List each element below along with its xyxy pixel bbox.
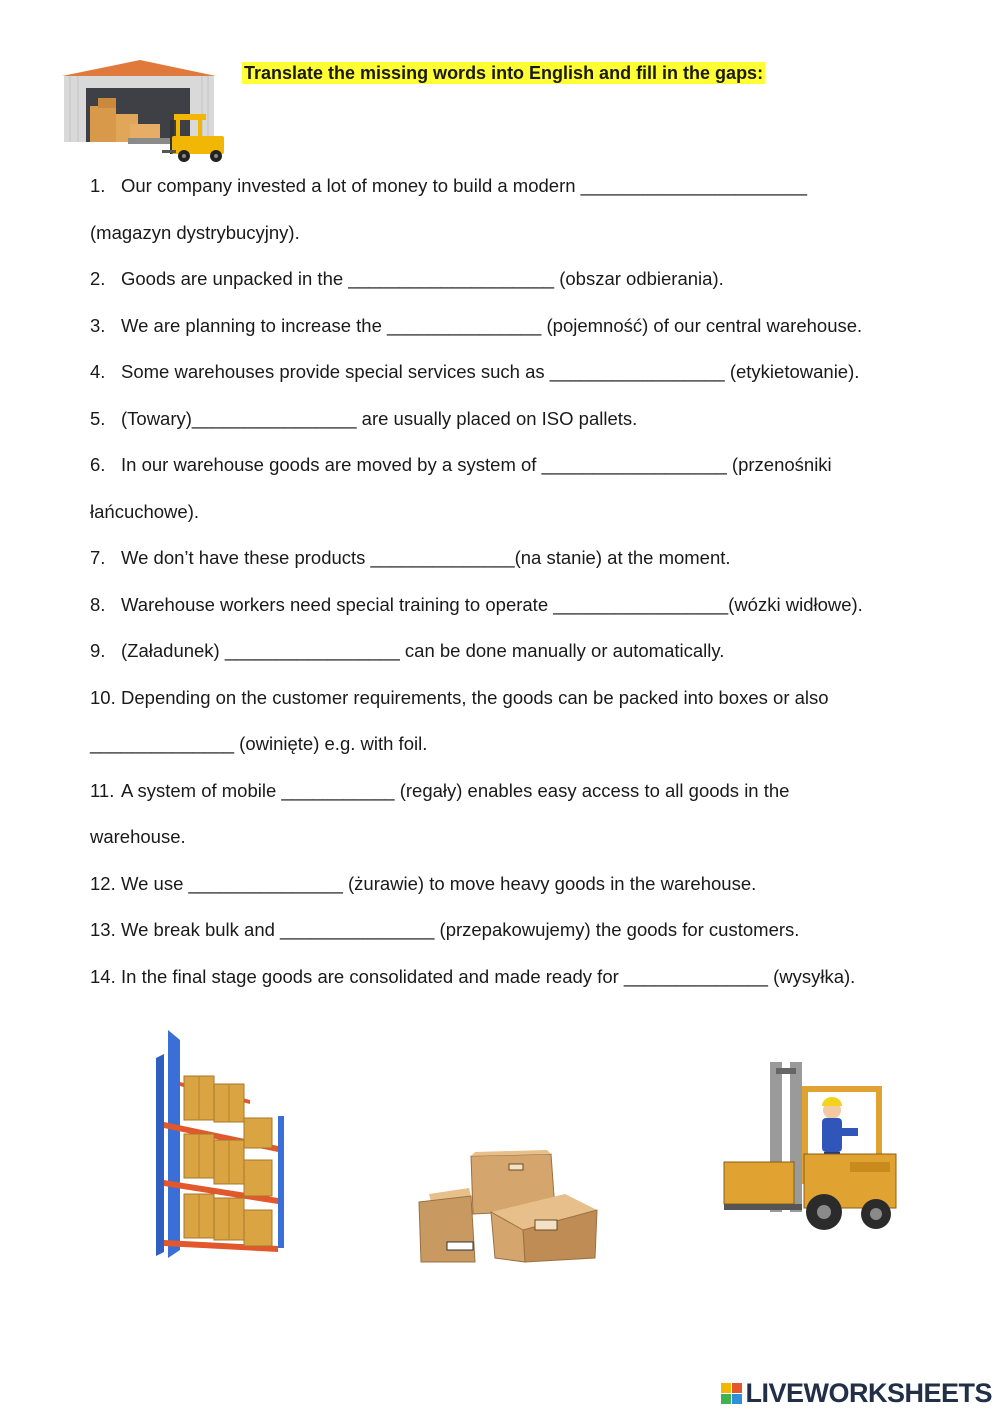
list-item	[90, 454, 950, 501]
item-text: In the final stage goods are consolidated and made ready for ______________ (wysyłka).	[121, 965, 856, 987]
item-number: 2.	[90, 268, 106, 289]
item-number: 11.	[90, 779, 115, 801]
warehouse-forklift-illustration	[58, 58, 230, 164]
liveworksheets-footer	[721, 1374, 992, 1412]
list-item	[90, 175, 950, 222]
list-item	[90, 594, 950, 641]
item-text: łańcuchowe).	[90, 500, 200, 522]
list-item	[90, 640, 950, 687]
item-text: We break bulk and _______________ (przepakowujemy) the goods for customers.	[121, 919, 800, 940]
list-item	[90, 315, 950, 362]
cardboard-boxes-illustration	[415, 1150, 600, 1265]
liveworksheets-brand: LIVEWORKSHEETS	[745, 1377, 992, 1408]
item-text: A system of mobile ___________ (regały) enables easy access to all goods in the	[121, 779, 790, 801]
item-number: 13.	[90, 919, 116, 940]
list-item-continuation	[90, 222, 950, 269]
item-number: 12.	[90, 872, 116, 894]
list-item-continuation	[90, 826, 950, 873]
item-number: 1.	[90, 175, 106, 196]
item-number: 10.	[90, 686, 116, 708]
item-number: 9.	[90, 640, 106, 661]
list-item	[90, 873, 950, 920]
list-item	[90, 547, 950, 594]
shelving-rack-illustration	[150, 1030, 292, 1258]
item-text: (magazyn dystrybucyjny).	[90, 221, 300, 243]
item-text: Depending on the customer requirements, the goods can be packed into boxes or also	[121, 686, 829, 708]
item-text: Some warehouses provide special services such as _________________ (etykietowanie).	[121, 361, 860, 382]
item-text: We use _______________ (żurawie) to move heavy goods in the warehouse.	[121, 872, 757, 894]
item-text: We don’t have these products ______________(na stanie) at the moment.	[121, 547, 731, 568]
list-item	[90, 268, 950, 315]
item-text: (Załadunek) _________________ can be done manually or automatically.	[121, 640, 725, 661]
instruction-title: Translate the missing words into English and fill in the gaps:	[244, 63, 764, 83]
item-text: Our company invested a lot of money to build a modern ______________________	[121, 175, 808, 196]
item-number: 3.	[90, 314, 106, 336]
item-text: In our warehouse goods are moved by a system of __________________ (przenośniki	[121, 454, 832, 475]
item-number: 7.	[90, 547, 106, 568]
item-number: 14.	[90, 965, 116, 987]
list-item-continuation	[90, 501, 950, 548]
item-number: 6.	[90, 454, 106, 475]
list-item	[90, 966, 950, 1013]
item-text: Warehouse workers need special training to operate _________________(wózki widłowe).	[121, 593, 863, 615]
list-item	[90, 687, 950, 734]
list-item	[90, 408, 950, 455]
item-text: (Towary)________________ are usually placed on ISO pallets.	[121, 407, 638, 429]
forklift-illustration	[720, 1058, 898, 1233]
list-item	[90, 780, 950, 827]
item-text: Goods are unpacked in the ____________________ (obszar odbierania).	[121, 268, 724, 289]
item-text: ______________ (owinięte) e.g. with foil.	[90, 733, 428, 754]
item-number: 8.	[90, 593, 106, 615]
liveworksheets-logo-icon	[721, 1383, 742, 1404]
item-number: 5.	[90, 407, 106, 429]
item-text: warehouse.	[90, 826, 186, 847]
list-item	[90, 919, 950, 966]
item-text: We are planning to increase the _______________ (pojemność) of our central warehouse.	[121, 314, 863, 336]
exercise-list	[90, 175, 950, 1012]
list-item	[90, 361, 950, 408]
list-item-continuation	[90, 733, 950, 780]
item-number: 4.	[90, 361, 106, 382]
